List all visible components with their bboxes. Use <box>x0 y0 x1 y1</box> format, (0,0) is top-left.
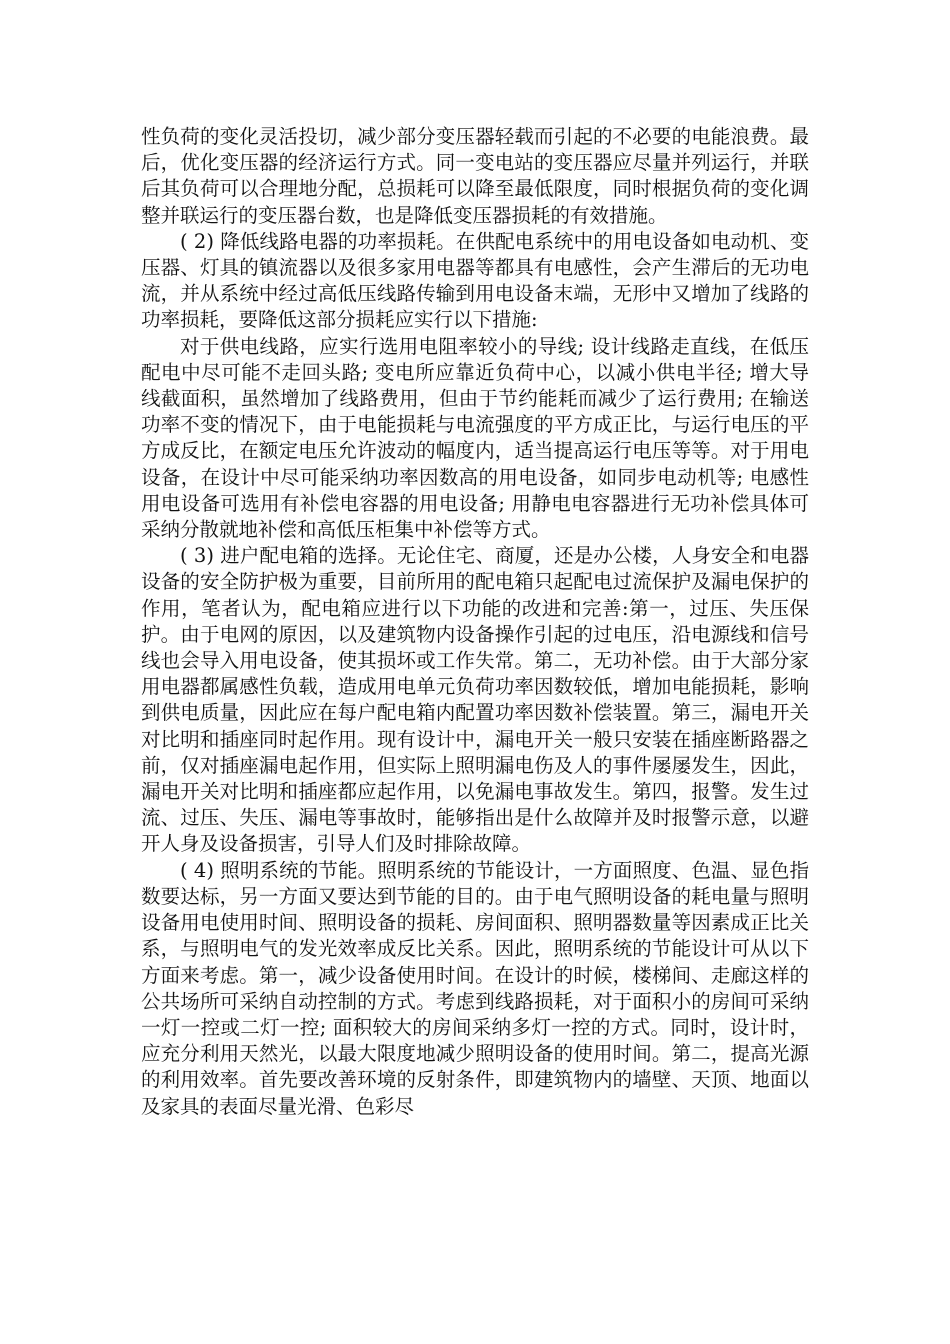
paragraph-distribution-box: ( 3) 进户配电箱的选择。无论住宅、商厦，还是办公楼，人身安全和电器设备的安全防护极为重要，目前所用的配电箱只起配电过流保护及漏电保护的作用，笔者认为，配电箱应进行以下功能的改进和完善:第一，过压、失压保护。由于电网的原因，以及建筑物内设备操作引起的过电压，沿电源线和信号线也会导入用电设备，使其损坏或工作失常。第二，无功补偿。由于大部分家用电器都属感性负载，造成用电单元负荷功率因数较低，增加电能损耗，影响到供电质量，因此应在每户配电箱内配置功率因数补偿装置。第三，漏电开关对比明和插座同时起作用。现有设计中，漏电开关一般只安装在插座断路器之前，仅对插座漏电起作用，但实际上照明漏电伤及人的事件屡屡发生，因此，漏电开关对比明和插座都应起作用，以免漏电事故发生。第四，报警。发生过流、过压、失压、漏电等事故时，能够指出是什么故障并及时报警示意，以避开人身及设备损害，引导人们及时排除故障。 <box>141 544 809 856</box>
paragraph-continuation: 性负荷的变化灵活投切，减少部分变压器轻载而引起的不必要的电能浪费。最后，优化变压器的经济运行方式。同一变电站的变压器应尽量并列运行，并联后其负荷可以合理地分配，总损耗可以降至最低限度，同时根据负荷的变化调整并联运行的变压器台数，也是降低变压器损耗的有效措施。 <box>141 125 809 227</box>
paragraph-line-power-loss: ( 2) 降低线路电器的功率损耗。在供配电系统中的用电设备如电动机、变压器、灯具的镇流器以及很多家用电器等都具有电感性，会产生滞后的无功电流，并从系统中经过高低压线路传输到用电设备末端，无形中又增加了线路的功率损耗，要降低这部分损耗应实行以下措施: <box>141 229 809 332</box>
paragraph-supply-line-measures: 对于供电线路，应实行选用电阻率较小的导线; 设计线路走直线，在低压配电中尽可能不走回头路; 变电所应靠近负荷中心，以减小供电半径; 增大导线截面积，虽然增加了线路费用，但由于节约能耗而减少了运行费用; 在输送功率不变的情况下，由于电能损耗与电流强度的平方成正比，与运行电压的平方成反比，在额定电压允许波动的幅度内，适当提高运行电压等等。对于用电设备，在设计中尽可能采纳功率因数高的用电设备，如同步电动机等; 电感性用电设备可选用有补偿电容器的用电设备; 用静电电容器进行无功补偿具体可采纳分散就地补偿和高低压柜集中补偿等方式。 <box>141 334 809 542</box>
document-body <box>141 124 809 1120</box>
paragraph-lighting-energy-saving: ( 4) 照明系统的节能。照明系统的节能设计，一方面照度、色温、显色指数要达标，另一方面又要达到节能的目的。由于电气照明设备的耗电量与照明设备用电使用时间、照明设备的损耗、房间面积、照明器数量等因素成正比关系，与照明电气的发光效率成反比关系。因此，照明系统的节能设计可从以下方面来考虑。第一，减少设备使用时间。在设计的时候，楼梯间、走廊这样的公共场所可采纳自动控制的方式。考虑到线路损耗，对于面积小的房间可采纳一灯一控或二灯一控; 面积较大的房间采纳多灯一控的方式。同时，设计时，应充分利用天然光，以最大限度地减少照明设备的使用时间。第二，提高光源的利用效率。首先要改善环境的反射条件，即建筑物内的墙壁、天顶、地面以及家具的表面尽量光滑、色彩尽 <box>141 858 809 1118</box>
